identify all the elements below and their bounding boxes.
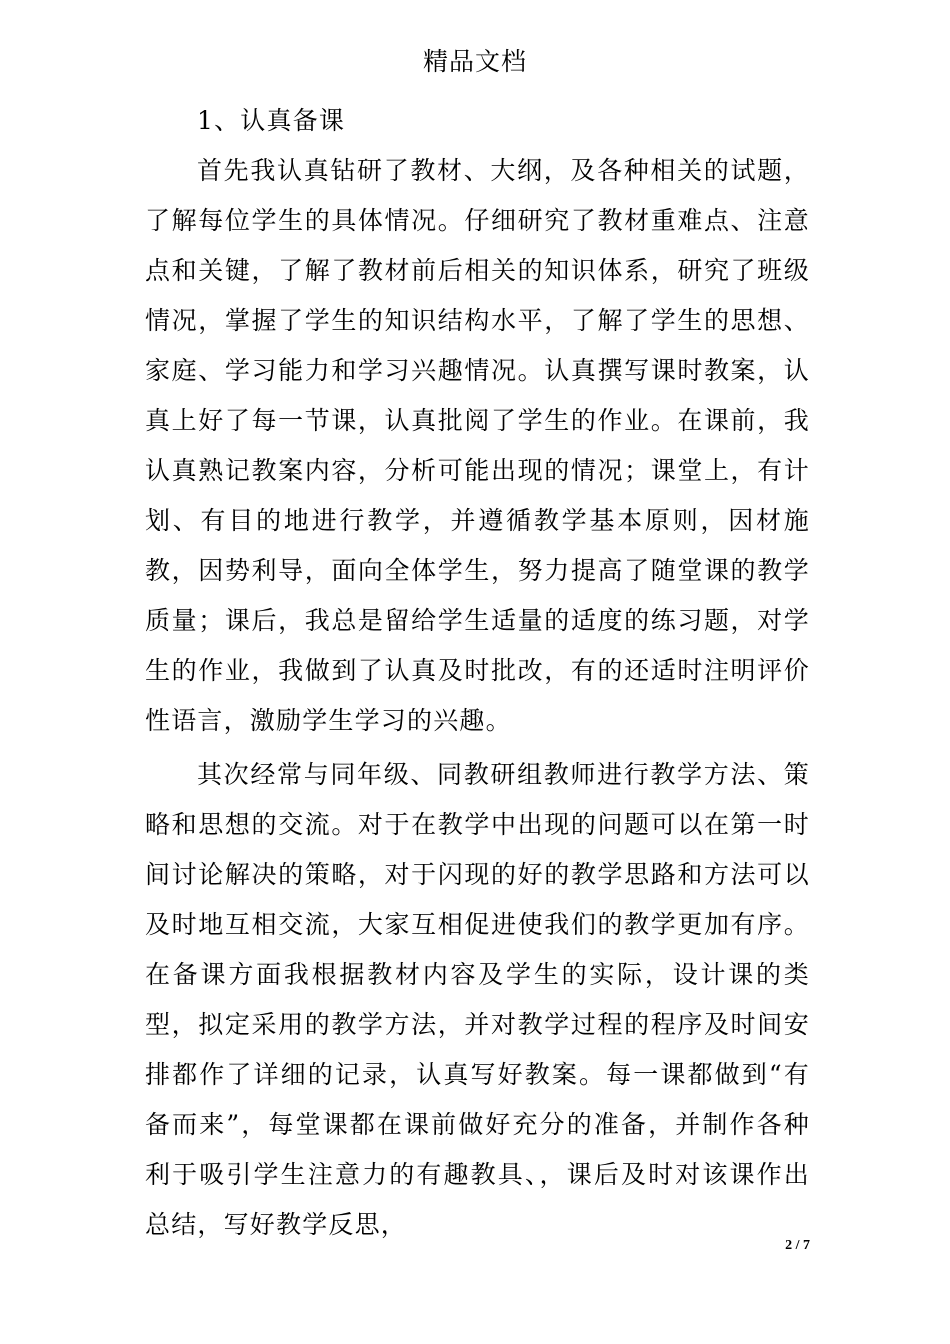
page-header-title: 精品文档 [422,47,527,76]
document-body [145,96,810,1250]
paragraph-2: 其次经常与同年级、同教研组教师进行教学方法、策略和思想的交流。对于在教学中出现的问题可以在第一时间讨论解决的策略，对于闪现的好的教学思路和方法可以及时地互相交流，大家互相促进使我们的教学更加有序。在备课方面我根据教材内容及学生的实际，设计课的类型，拟定采用的教学方法，并对教学过程的程序及时间安排都作了详细的记录，认真写好教案。每一课都做到“有备而来”，每堂课都在课前做好充分的准备，并制作各种利于吸引学生注意力的有趣教具、，课后及时对该课作出总结，写好教学反思， [145,760,810,1239]
paragraph-1: 首先我认真钻研了教材、大纲，及各种相关的试题，了解每位学生的具体情况。仔细研究了教材重难点、注意点和关键，了解了教材前后相关的知识体系，研究了班级情况，掌握了学生的知识结构水平，了解了学生的思想、家庭、学习能力和学习兴趣情况。认真撰写课时教案，认真上好了每一节课，认真批阅了学生的作业。在课前，我认真熟记教案内容，分析可能出现的情况；课堂上，有计划、有目的地进行教学，并遵循教学基本原则，因材施教，因势利导，面向全体学生，努力提高了随堂课的教学质量；课后，我总是留给学生适量的适度的练习题，对学生的作业，我做到了认真及时批改，有的还适时注明评价性语言，激励学生学习的兴趣。 [145,156,810,735]
page-number: 2 / 7 [785,1238,810,1253]
section-heading: 1、认真备课 [197,106,346,135]
